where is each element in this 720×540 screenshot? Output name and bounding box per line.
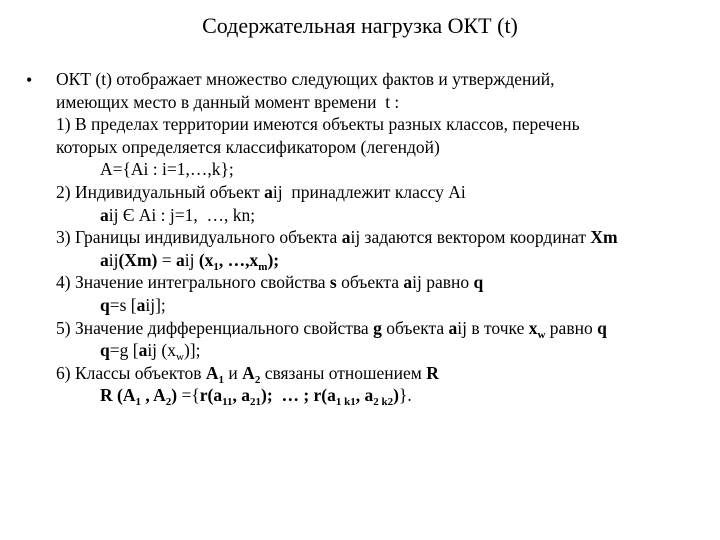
body-line-12: 5) Значение дифференциального свойства g объекта aij в точке $x_w$ равно q	[56, 317, 607, 341]
body-line-9: aij(Xm) = aij ($x_1$, $\dots,x_m$);	[100, 249, 280, 273]
body-line-8: 3) Границы индивидуального объекта aij задаются вектором координат Xm	[56, 227, 618, 248]
body-line-4: которых определяется классификатором (легендой)	[56, 136, 440, 157]
body-line-7: aij Є Ai : j=1, …, kn;	[100, 204, 256, 225]
slide-body	[56, 68, 706, 407]
body-line-1: ОКТ (t) отображает множество следующих фактов и утверждений,	[56, 69, 555, 89]
body-line-11: q=s [aij];	[100, 294, 166, 315]
body-line-2: имеющих место в данный момент времени t :	[56, 91, 400, 112]
body-line-5: А={Ai : i=1,…,k};	[100, 159, 234, 180]
bullet-marker: •	[26, 70, 33, 90]
body-line-14: 6) Классы объектов $A_1$ и $A_2$ связаны отношением R	[56, 362, 439, 386]
body-line-15: R ($A_1$ , $A_2) =\{r(a_{11}$, $a_{21}$); … ; $r(a_{1 k1}$, $a_{2 k2}$)}.	[100, 385, 412, 409]
body-line-3: 1) В пределах территории имеются объекты разных классов, перечень	[56, 114, 580, 135]
slide-title: Содержательная нагрузка ОКТ (t)	[202, 13, 518, 38]
body-line-13: q=g [aij $(x_w)$];	[100, 340, 201, 364]
body-line-10: 4) Значение интегрального свойства s объекта aij равно q	[56, 272, 484, 293]
body-line-6: 2) Индивидуальный объект aij принадлежит классу Ai	[56, 181, 466, 202]
